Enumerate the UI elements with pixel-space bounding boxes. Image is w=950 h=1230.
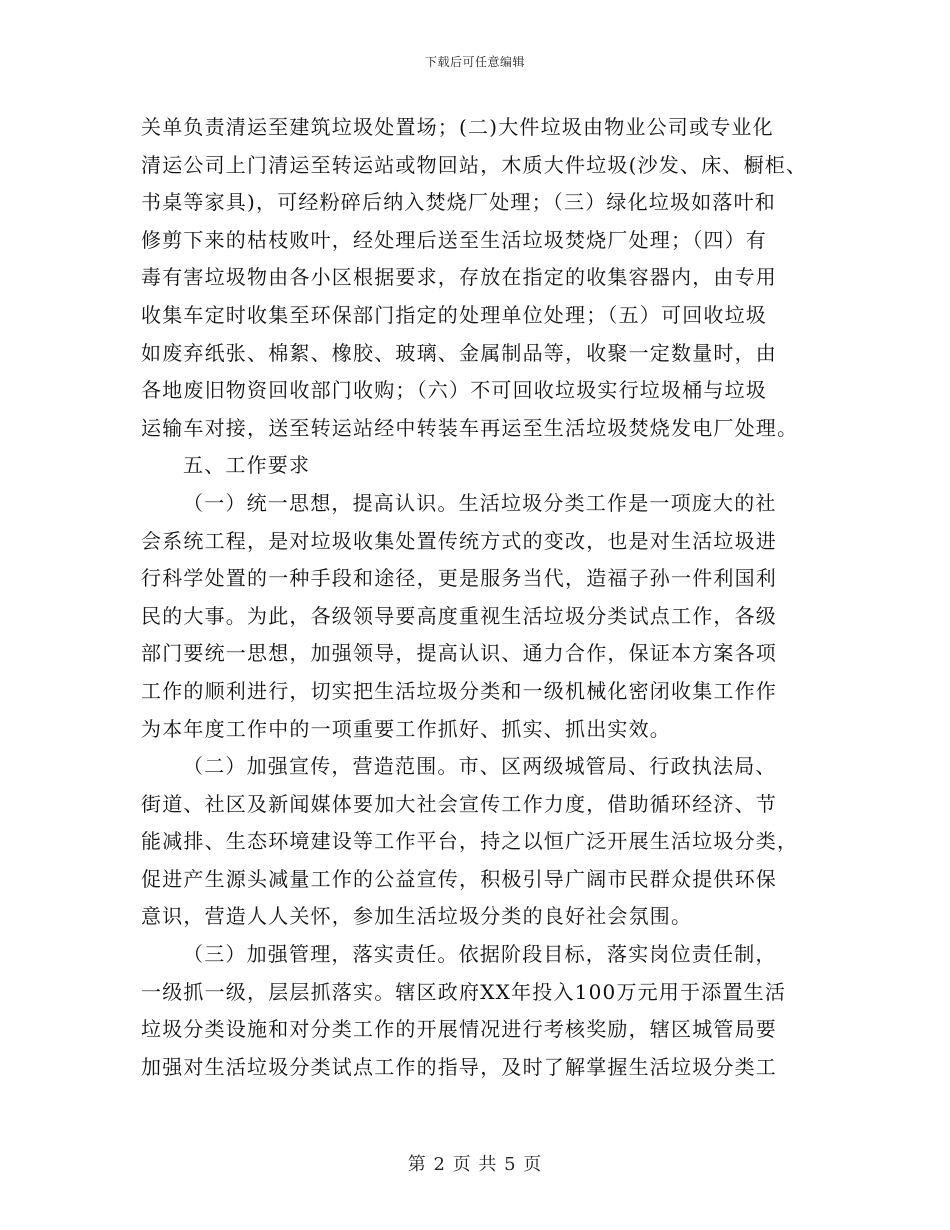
paragraph-first-line: （三）加强管理，落实责任。依据阶段目标，落实岗位责任制， (183, 942, 777, 967)
text-line: 各地废旧物资回收部门收购；（六）不可回收垃圾实行垃圾桶与垃圾 (141, 378, 767, 403)
text-line: 收集车定时收集至环保部门指定的处理单位处理；（五）可回收垃圾 (141, 302, 767, 327)
paragraph-first-line: （二）加强宣传，营造范围。市、区两级城管局、行政执法局、 (183, 754, 777, 779)
text-line: 加强对生活垃圾分类试点工作的指导，及时了解掌握生活垃圾分类工 (141, 1054, 777, 1079)
text-line: 垃圾分类设施和对分类工作的开展情况进行考核奖励，辖区城管局要 (141, 1017, 777, 1042)
text-line: 意识，营造人人关怀，参加生活垃圾分类的良好社会氛围。 (141, 904, 693, 929)
text-line: 促进产生源头减量工作的公益宣传，积极引导广阔市民群众提供环保 (141, 866, 777, 891)
text-line: 民的大事。为此，各级领导要高度重视生活垃圾分类试点工作，各级 (141, 603, 777, 628)
document-body (141, 109, 811, 1086)
text-line: 修剪下来的枯枝败叶，经处理后送至生活垃圾焚烧厂处理；（四）有 (141, 227, 767, 252)
page-number: 第 2 页 共 5 页 (407, 1154, 543, 1175)
section-heading: 五、工作要求 (183, 453, 311, 478)
page-header-note: 下载后可任意编辑 (424, 55, 525, 69)
text-line: 如废弃纸张、棉絮、橡胶、玻璃、金属制品等，收聚一定数量时，由 (141, 340, 777, 365)
text-line: 书桌等家具)，可经粉碎后纳入焚烧厂处理；（三）绿化垃圾如落叶和 (141, 190, 777, 215)
text-line: 关单负责清运至建筑垃圾处置场；(二)大件垃圾由物业公司或专业化 (141, 115, 774, 139)
text-line: 行科学处置的一种手段和途径，更是服务当代，造福子孙一件利国利 (141, 566, 777, 591)
text-line: 会系统工程，是对垃圾收集处置传统方式的变改，也是对生活垃圾进 (141, 528, 777, 553)
text-line: 工作的顺利进行，切实把生活垃圾分类和一级机械化密闭收集工作作 (141, 678, 777, 703)
text-line: 为本年度工作中的一项重要工作抓好、抓实、抓出实效。 (141, 716, 671, 741)
text-line: 部门要统一思想，加强领导，提高认识、通力合作，保证本方案各项 (141, 641, 777, 666)
text-line: 毒有害垃圾物由各小区根据要求，存放在指定的收集容器内，由专用 (141, 265, 777, 290)
text-line: 街道、社区及新闻媒体要加大社会宣传工作力度，借助循环经济、节 (141, 791, 777, 816)
text-line: 运输车对接，送至转运站经中转装车再运至生活垃圾焚烧发电厂处理。 (141, 415, 799, 440)
text-line: 能减排、生态环境建设等工作平台，持之以恒广泛开展生活垃圾分类， (141, 829, 799, 854)
paragraph-first-line: （一）统一思想，提高认识。生活垃圾分类工作是一项庞大的社 (183, 490, 777, 515)
text-line: 清运公司上门清运至转运站或物回站，木质大件垃圾(沙发、床、橱柜、 (141, 152, 808, 177)
text-line: 一级抓一级，层层抓落实。辖区政府XX年投入100万元用于添置生活 (141, 979, 787, 1004)
